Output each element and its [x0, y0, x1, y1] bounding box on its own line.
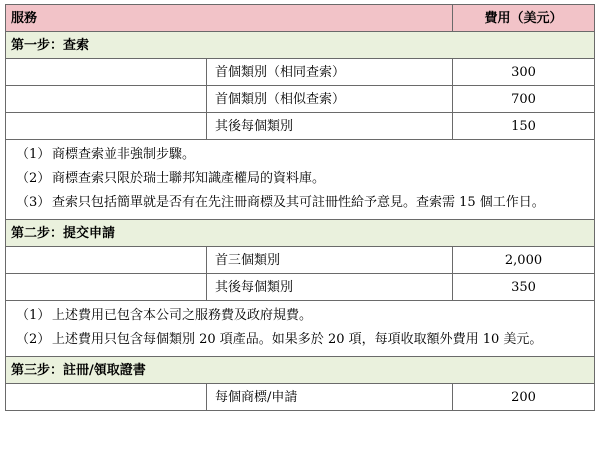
item-name: 首個類別（相同查索） — [207, 59, 453, 86]
step-3-row — [6, 357, 595, 384]
item-fee: 200 — [453, 384, 595, 411]
note-text: 上述費用已包含本公司之服務費及政府規費。 — [52, 308, 313, 323]
note-item — [16, 328, 586, 352]
fee-table — [5, 4, 595, 411]
note-item — [16, 191, 586, 215]
table-row — [6, 59, 595, 86]
header-service: 服務 — [6, 5, 453, 32]
note-item — [16, 143, 586, 167]
blank-cell — [6, 274, 207, 301]
note-text: 上述費用只包含每個類別 20 項產品。如果多於 20 項，每項收取額外費用 10 美元。 — [52, 332, 543, 347]
step-2-row — [6, 220, 595, 247]
note-number: （3） — [16, 195, 51, 210]
item-fee: 300 — [453, 59, 595, 86]
step-1-title: 第一步：查索 — [6, 32, 595, 59]
item-fee: 350 — [453, 274, 595, 301]
table-row — [6, 384, 595, 411]
notes-cell — [6, 301, 595, 357]
note-text: 商標查索只限於瑞士聯邦知識產權局的資料庫。 — [52, 171, 326, 186]
blank-cell — [6, 59, 207, 86]
blank-cell — [6, 384, 207, 411]
table-header-row — [6, 5, 595, 32]
note-number: （1） — [16, 147, 51, 162]
note-item — [16, 304, 586, 328]
table-row — [6, 274, 595, 301]
item-fee: 700 — [453, 86, 595, 113]
note-item — [16, 167, 586, 191]
table-row — [6, 113, 595, 140]
step-1-notes-row — [6, 140, 595, 220]
note-number: （1） — [16, 308, 51, 323]
blank-cell — [6, 247, 207, 274]
header-fee: 費用（美元） — [453, 5, 595, 32]
step-3-title: 第三步：註冊/領取證書 — [6, 357, 595, 384]
note-number: （2） — [16, 171, 51, 186]
note-text: 商標查索並非強制步驟。 — [52, 147, 196, 162]
notes-cell — [6, 140, 595, 220]
table-row — [6, 247, 595, 274]
item-name: 其後每個類別 — [207, 113, 453, 140]
item-fee: 2,000 — [453, 247, 595, 274]
blank-cell — [6, 113, 207, 140]
note-number: （2） — [16, 332, 51, 347]
step-2-notes-row — [6, 301, 595, 357]
step-2-title: 第二步：提交申請 — [6, 220, 595, 247]
note-text: 查索只包括簡單就是否有在先注冊商標及其可註冊性給予意見。查索需 15 個工作日。 — [52, 195, 545, 210]
item-name: 首三個類別 — [207, 247, 453, 274]
table-row — [6, 86, 595, 113]
item-name: 每個商標/申請 — [207, 384, 453, 411]
item-fee: 150 — [453, 113, 595, 140]
item-name: 其後每個類別 — [207, 274, 453, 301]
step-1-row — [6, 32, 595, 59]
item-name: 首個類別（相似查索） — [207, 86, 453, 113]
blank-cell — [6, 86, 207, 113]
